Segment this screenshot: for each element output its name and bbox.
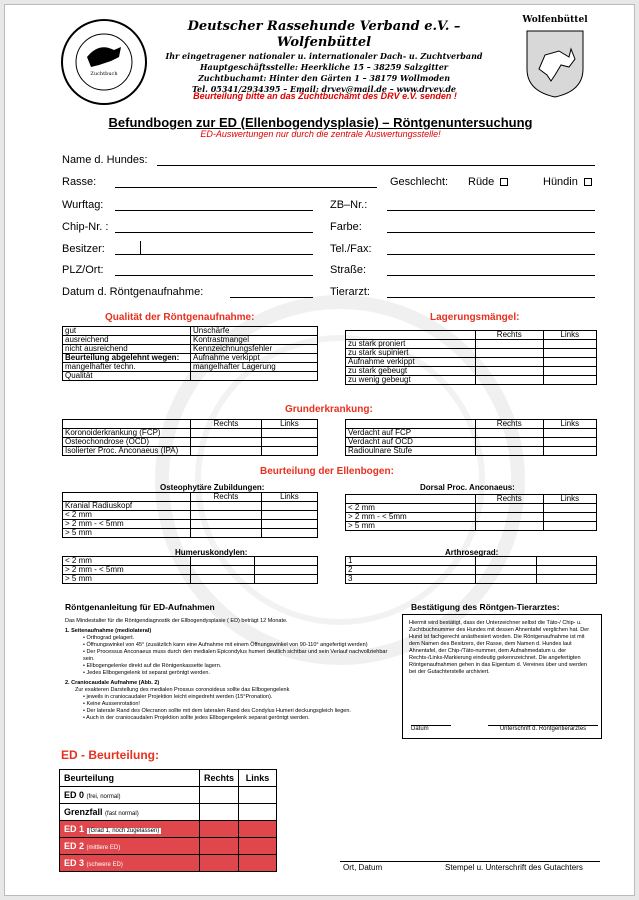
positioning-left-cell[interactable]	[543, 349, 596, 358]
positioning-left-cell[interactable]	[543, 358, 596, 367]
anconaeus-row: < 2 mm	[346, 504, 476, 513]
guide-bullet: • Keine Aussenrotation!	[83, 701, 140, 707]
osteophyte-right-cell[interactable]	[191, 529, 262, 538]
disease-left-cell[interactable]	[543, 438, 596, 447]
vet-confirmation-text: Hiermit wird bestätigt, dass der Unterzeichner selbst die Täto-/ Chip- u. Zuchtbuchnummer des Hundes mit dessen Ahnentafel verglichen hat. Der Hund ist fachgerecht anästhesiert worden. Die Röntgenaufnahme ist mit dem Namen des Besitzers, der Rasse, dem Namen d. Hundes laut Ahnentafel, der Chip-/Täto-nummer, dem Aufnahmedatum u. der Rechts-/Links-Markierung eindeutig gekennzeichnet. Die angefertigten Röntgenaufnahmen gehen in das Eigentum d. Vereines über und werden bei der Gutachterstelle archiviert.	[409, 620, 590, 675]
ed-right-cell[interactable]	[200, 838, 239, 855]
disease-row: Osteochondrose (OCD)	[63, 438, 191, 447]
arthrosis-heading: Arthrosegrad:	[445, 548, 499, 557]
humerus-right-cell[interactable]	[191, 557, 255, 566]
ed-grade-desc: (Grad 1, noch zugelassen)	[88, 828, 160, 834]
positioning-left-cell[interactable]	[543, 376, 596, 385]
ed-left-cell[interactable]	[239, 787, 277, 804]
club-affiliation: Ihr eingetragener nationaler u. internationaler Dach- u. Zuchtverband	[165, 51, 483, 61]
ed-grade-desc: (schwere ED)	[86, 862, 123, 868]
form-title: Befundbogen zur ED (Ellenbogendysplasie) – Röntgenuntersuchung	[108, 115, 533, 130]
disease-left-table	[62, 419, 318, 456]
text-cursor	[140, 241, 141, 254]
ed-grade-desc: (fast normal)	[105, 811, 139, 817]
xray-guide-heading: Röntgenanleitung für ED-Aufnahmen	[65, 602, 215, 612]
vet-signature-label[interactable]: Unterschrift d. Röntgentierarztes	[488, 725, 598, 732]
ed-grade-label: ED 0	[64, 790, 85, 800]
female-label: Hündin	[543, 176, 578, 188]
disease-left-cell[interactable]	[543, 429, 596, 438]
positioning-left-cell[interactable]	[543, 367, 596, 376]
left-col-header: Links	[543, 420, 596, 429]
anconaeus-left-cell[interactable]	[543, 504, 596, 513]
osteophyte-left-cell[interactable]	[261, 529, 317, 538]
street-label: Straße:	[330, 264, 367, 276]
positioning-row: zu wenig gebeugt	[346, 376, 476, 385]
ed-grade-2	[60, 838, 200, 855]
color-label: Farbe:	[330, 221, 362, 233]
sex-label: Geschlecht:	[390, 176, 449, 188]
left-col-header: Links	[261, 493, 317, 502]
ed-grade-label: ED 2	[64, 841, 85, 851]
osteophyte-left-cell[interactable]	[261, 502, 317, 511]
osteophyte-row: > 5 mm	[63, 529, 191, 538]
arthrosis-left-cell[interactable]	[536, 557, 597, 566]
disease-right-cell[interactable]	[476, 429, 544, 438]
arthrosis-right-cell[interactable]	[476, 575, 537, 584]
zb-no-field[interactable]	[387, 210, 595, 211]
vet-field[interactable]	[387, 297, 595, 298]
disease-row: Verdacht auf OCD	[346, 438, 476, 447]
zip-city-field[interactable]	[115, 275, 313, 276]
disease-heading: Grunderkrankung:	[285, 404, 373, 415]
osteophyte-right-cell[interactable]	[191, 502, 262, 511]
osteophyte-row: < 2 mm	[63, 511, 191, 520]
vet-confirmation-heading: Bestätigung des Röntgen-Tierarztes:	[411, 602, 560, 612]
xray-guide-text	[65, 618, 395, 722]
guide-bullet: • jeweils in craniocaudaler Projektion leicht eingedreht werden (15°Pronation).	[83, 694, 273, 700]
guide-bullet: • Der laterale Rand des Olecranon sollte mit dem lateralen Rand des Condylus Humeri deckungsgleich liegen.	[83, 708, 351, 714]
humerus-row: > 2 mm - < 5mm	[63, 566, 191, 575]
quality-cell[interactable]: mangelhafter techn.	[63, 363, 191, 372]
anconaeus-right-cell[interactable]	[476, 504, 544, 513]
ed-right-cell[interactable]	[200, 821, 239, 838]
breed-label: Rasse:	[62, 176, 97, 188]
chip-field[interactable]	[115, 232, 313, 233]
positioning-row: Aufnahme verkippt	[346, 358, 476, 367]
positioning-heading: Lagerungsmängel:	[430, 312, 520, 323]
positioning-right-cell[interactable]	[476, 340, 544, 349]
litter-label: Wurftag:	[62, 199, 104, 211]
arthrosis-left-cell[interactable]	[536, 566, 597, 575]
phone-label: Tel./Fax:	[330, 243, 372, 255]
examiner-signature-label: Stempel u. Unterschrift des Gutachters	[445, 863, 583, 872]
xray-date-label: Datum d. Röntgenaufnahme:	[62, 286, 204, 298]
arthrosis-right-cell[interactable]	[476, 557, 537, 566]
guide-bullet: • Ellbogengelenke direkt auf die Röntgenkassette lagern.	[83, 663, 222, 669]
breed-field[interactable]	[115, 187, 377, 188]
guide-bullet: • Orthograd gelagert.	[83, 635, 135, 641]
arthrosis-row: 3	[346, 575, 476, 584]
disease-right-table	[345, 419, 597, 456]
place-date-label: Ort, Datum	[343, 863, 383, 872]
quality-table	[62, 326, 318, 381]
osteophyte-right-cell[interactable]	[191, 511, 262, 520]
positioning-row: zu stark gebeugt	[346, 367, 476, 376]
humerus-row: < 2 mm	[63, 557, 191, 566]
positioning-right-cell[interactable]	[476, 376, 544, 385]
quality-cell[interactable]: Kontrastmangel	[191, 336, 318, 345]
humerus-heading: Humeruskondylen:	[175, 548, 248, 557]
humerus-right-cell[interactable]	[191, 566, 255, 575]
owner-field[interactable]	[115, 254, 313, 255]
disease-left-cell[interactable]	[543, 447, 596, 456]
osteophyte-table	[62, 492, 318, 538]
arthrosis-row: 1	[346, 557, 476, 566]
positioning-right-cell[interactable]	[476, 349, 544, 358]
form-page	[4, 4, 635, 896]
anconaeus-row: > 2 mm - < 5mm	[346, 513, 476, 522]
club-logo	[59, 17, 149, 107]
city-name: Wolfenbüttel	[522, 15, 588, 25]
disease-right-cell[interactable]	[191, 438, 262, 447]
positioning-row: zu stark supiniert	[346, 349, 476, 358]
male-label: Rüde	[468, 176, 495, 188]
quality-heading: Qualität der Röntgenaufnahme:	[105, 312, 255, 323]
disease-row: Radioulnare Stufe	[346, 447, 476, 456]
quality-cell[interactable]: Kennzeichnungsfehler	[191, 345, 318, 354]
vet-label: Tierarzt:	[330, 286, 370, 298]
dog-name-field[interactable]	[157, 165, 595, 166]
right-col-header: Rechts	[191, 493, 262, 502]
osteophyte-row: Kranial Radiuskopf	[63, 502, 191, 511]
humerus-row: > 5 mm	[63, 575, 191, 584]
humerus-left-cell[interactable]	[254, 557, 318, 566]
osteophyte-heading: Osteophytäre Zubildungen:	[160, 483, 265, 492]
ed-grade-label: ED 1	[64, 824, 85, 834]
ed-header: Links	[239, 770, 277, 787]
anconaeus-table	[345, 494, 597, 531]
right-col-header: Rechts	[191, 420, 262, 429]
osteophyte-left-cell[interactable]	[261, 520, 317, 529]
disease-left-cell[interactable]	[261, 429, 317, 438]
anconaeus-left-cell[interactable]	[543, 513, 596, 522]
disease-right-cell[interactable]	[476, 447, 544, 456]
guide-section-1: 1. Seitenaufnahme (mediolateral)	[65, 628, 152, 634]
arthrosis-row: 2	[346, 566, 476, 575]
male-checkbox[interactable]	[468, 176, 508, 188]
quality-cell[interactable]: ausreichend	[63, 336, 191, 345]
guide-intro: Das Mindestalter für die Röntgendiagnostik der Ellbogendysplasie ( ED) beträgt 12 Monate.	[65, 618, 288, 624]
anconaeus-right-cell[interactable]	[476, 522, 544, 531]
ed-right-cell[interactable]	[200, 804, 239, 821]
ed-right-cell[interactable]	[200, 855, 239, 872]
ed-header: Rechts	[200, 770, 239, 787]
quality-cell[interactable]: Unschärfe	[191, 327, 318, 336]
osteophyte-left-cell[interactable]	[261, 511, 317, 520]
positioning-left-cell[interactable]	[543, 340, 596, 349]
osteophyte-row: > 2 mm - < 5mm	[63, 520, 191, 529]
guide-bullet: • Auch in der craniocaudalen Projektion sollte jedes Ellbogengelenk separat geröntgt werden.	[83, 715, 310, 721]
phone-field[interactable]	[387, 254, 595, 255]
positioning-right-cell[interactable]	[476, 358, 544, 367]
disease-right-cell[interactable]	[476, 438, 544, 447]
ed-right-cell[interactable]	[200, 787, 239, 804]
ed-left-cell[interactable]	[239, 838, 277, 855]
humerus-table	[62, 556, 318, 584]
ed-grade-label: ED 3	[64, 858, 85, 868]
city-coat-of-arms	[525, 29, 585, 99]
club-name: Deutscher Rassehunde Verband e.V. – Wolfenbüttel	[187, 19, 461, 50]
humerus-left-cell[interactable]	[254, 566, 318, 575]
send-notice: Beurteilung bitte an das Zuchtbuchamt des DRV e.V. senden !	[193, 91, 457, 101]
guide-bullet: • Öffnungswinkel von 45° (zusätzlich kann eine Aufnahme mit einem Öffnungswinkel von 90-110° angefertigt werden)	[83, 642, 368, 648]
ed-left-cell[interactable]	[239, 855, 277, 872]
color-field[interactable]	[387, 232, 595, 233]
zip-city-label: PLZ/Ort:	[62, 264, 104, 276]
anconaeus-row: > 5 mm	[346, 522, 476, 531]
dog-name-label: Name d. Hundes:	[62, 154, 148, 166]
ed-grade-borderline	[60, 804, 200, 821]
quality-cell[interactable]: mangelhafter Lagerung	[191, 363, 318, 372]
street-field[interactable]	[387, 275, 595, 276]
disease-row: Isolierter Proc. Anconaeus (IPA)	[63, 447, 191, 456]
positioning-right-cell[interactable]	[476, 367, 544, 376]
vet-confirmation-box	[402, 614, 602, 739]
ed-assessment-table	[59, 769, 277, 872]
guide-bullet: • Jedes Ellbogengelenk ist separat geröntgt werden.	[83, 670, 210, 676]
ed-left-cell[interactable]	[239, 804, 277, 821]
left-col-header: Links	[543, 331, 596, 340]
ed-grade-3	[60, 855, 200, 872]
right-col-header: Rechts	[476, 331, 544, 340]
humerus-right-cell[interactable]	[191, 575, 255, 584]
arthrosis-table	[345, 556, 597, 584]
quality-cell: Beurteilung abgelehnt wegen:	[63, 354, 191, 363]
litter-field[interactable]	[115, 210, 313, 211]
arthrosis-left-cell[interactable]	[536, 575, 597, 584]
anconaeus-heading: Dorsal Proc. Anconaeus:	[420, 483, 515, 492]
ed-grade-desc: (frei, normal)	[86, 794, 121, 800]
chip-label: Chip-Nr. :	[62, 221, 109, 233]
positioning-table	[345, 330, 597, 385]
ed-left-cell[interactable]	[239, 821, 277, 838]
signature-line[interactable]	[340, 861, 600, 862]
disease-row: Koronoiderkrankung (FCP)	[63, 429, 191, 438]
ed-assessment-heading: ED - Beurteilung:	[61, 748, 159, 762]
club-header	[165, 19, 483, 95]
ed-grade-label: Grenzfall	[64, 807, 103, 817]
right-col-header: Rechts	[476, 495, 544, 504]
club-contact: Tel. 05341/2934395 – Email: drvev@mail.de – www.drvev.de	[191, 84, 457, 94]
positioning-row: zu stark proniert	[346, 340, 476, 349]
xray-date-field[interactable]	[230, 297, 313, 298]
arthrosis-right-cell[interactable]	[476, 566, 537, 575]
ed-grade-1	[60, 821, 200, 838]
vet-date-label[interactable]: Datum	[411, 725, 451, 732]
disease-row: Verdacht auf FCP	[346, 429, 476, 438]
ed-grade-0	[60, 787, 200, 804]
anconaeus-left-cell[interactable]	[543, 522, 596, 531]
female-checkbox[interactable]	[543, 176, 592, 188]
left-col-header: Links	[261, 420, 317, 429]
guide-bullet: • Der Processus Anconaeus muss durch den medialen Epicondylus humeri deutlich sichtbar und sein Verlauf nachvollziehbar sein.	[83, 649, 388, 662]
disease-right-cell[interactable]	[191, 429, 262, 438]
quality-cell[interactable]: nicht ausreichend	[63, 345, 191, 354]
quality-cell[interactable]: Aufnahme verkippt	[191, 354, 318, 363]
right-col-header: Rechts	[476, 420, 544, 429]
svg-text:Zuchtbuch: Zuchtbuch	[90, 71, 118, 77]
ed-grade-desc: (mittlere ED)	[86, 845, 121, 851]
club-office: Hauptgeschäftsstelle: Heerkliche 15 – 38259 Salzgitter	[199, 62, 449, 72]
quality-cell[interactable]: gut	[63, 327, 191, 336]
disease-right-cell[interactable]	[191, 447, 262, 456]
quality-cell[interactable]	[191, 372, 318, 381]
osteophyte-right-cell[interactable]	[191, 520, 262, 529]
guide-section-2: 2. Craniocaudale Aufnahme (Abb. 2)	[65, 680, 160, 686]
quality-cell[interactable]: Qualität	[63, 372, 191, 381]
zb-no-label: ZB–Nr.:	[330, 199, 368, 211]
anconaeus-right-cell[interactable]	[476, 513, 544, 522]
ed-header: Beurteilung	[60, 770, 200, 787]
disease-left-cell[interactable]	[261, 438, 317, 447]
elbow-heading: Beurteilung der Ellenbogen:	[260, 466, 394, 477]
owner-label: Besitzer:	[62, 243, 105, 255]
disease-left-cell[interactable]	[261, 447, 317, 456]
left-col-header: Links	[543, 495, 596, 504]
club-breedbook: Zuchtbuchamt: Hinter den Gärten 1 – 38179 Wollmoden	[197, 73, 451, 83]
form-subtitle: ED-Auswertungen nur durch die zentrale Auswertungsstelle!	[200, 129, 441, 139]
guide-section-2-intro: Zur exakteren Darstellung des medialen Prossus coronoideus sollte das Ellbogengelenk	[75, 687, 290, 693]
humerus-left-cell[interactable]	[254, 575, 318, 584]
